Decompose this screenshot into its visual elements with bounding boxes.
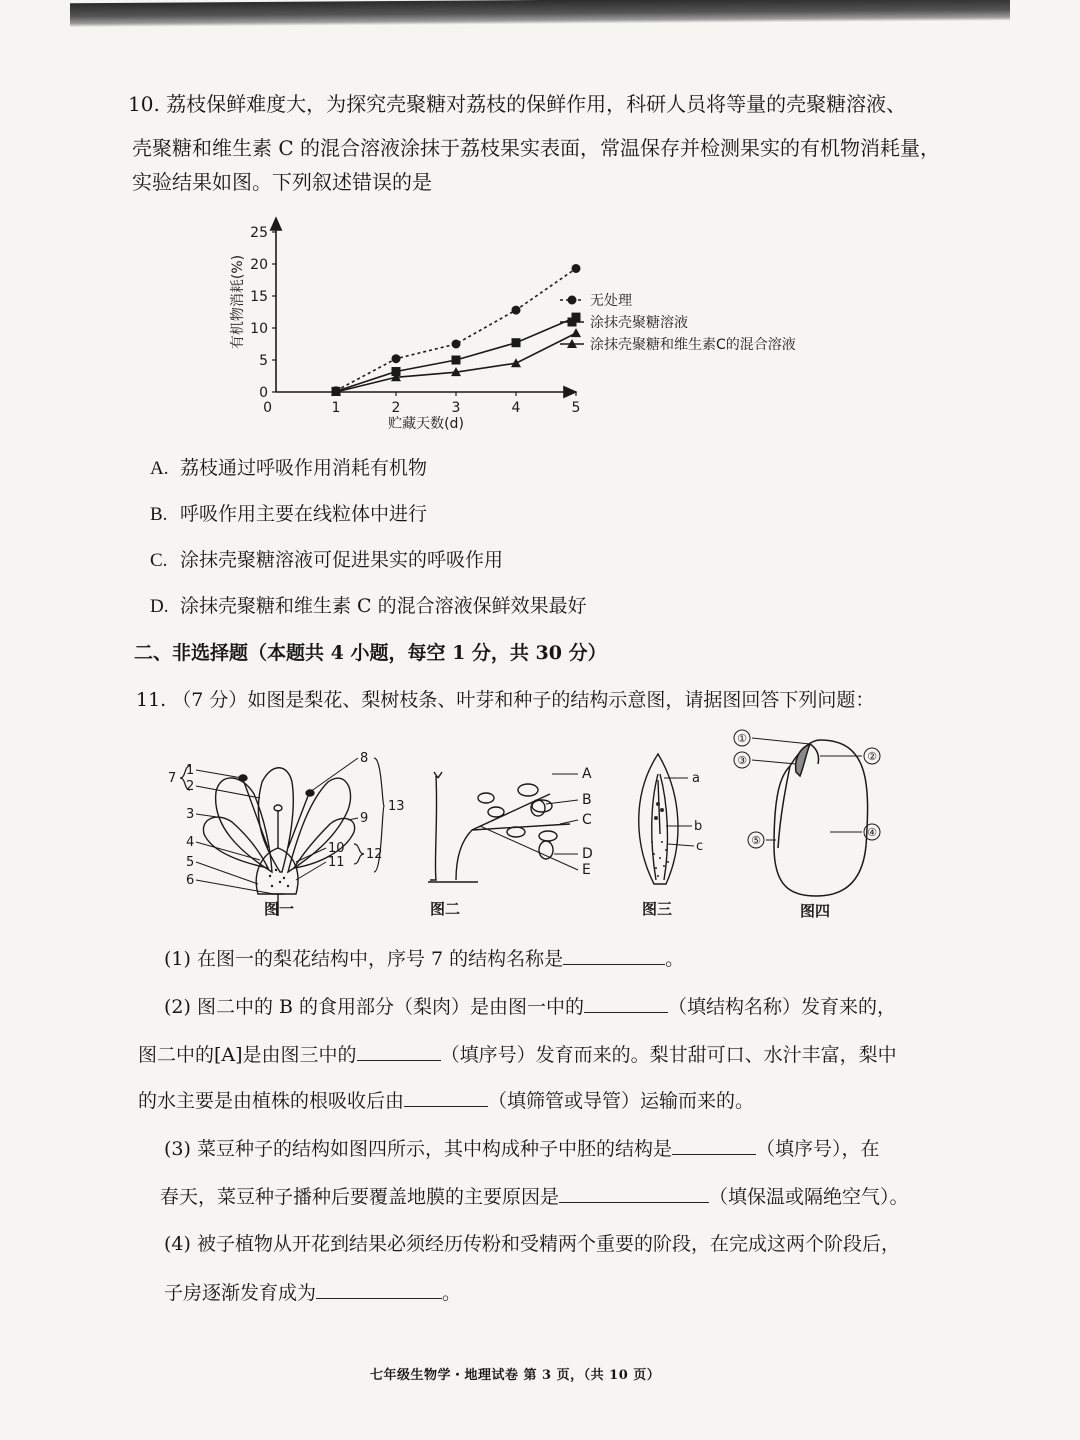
fig2-label-a: A bbox=[582, 766, 592, 782]
fig3-leader-lines bbox=[664, 778, 694, 846]
data-point-circle bbox=[568, 296, 577, 305]
fig1-label-13: 13 bbox=[388, 799, 405, 814]
fig1-label-6: 6 bbox=[186, 873, 195, 888]
y-tick-label: 15 bbox=[250, 289, 268, 305]
legend-label-3: 涂抹壳聚糖和维生素C的混合溶液 bbox=[590, 337, 796, 353]
fig1-label-9: 9 bbox=[360, 811, 369, 826]
chart-legend bbox=[560, 292, 796, 353]
sub4-text-b: 子房逐渐发育成为 bbox=[164, 1282, 317, 1304]
trunk-tip bbox=[434, 772, 442, 778]
page-footer: 七年级生物学・地理试卷 第 3 页，（共 10 页） bbox=[370, 1368, 661, 1383]
growth-cone bbox=[658, 780, 660, 834]
answer-blank-3[interactable] bbox=[357, 1042, 441, 1061]
fig2-leader-lines bbox=[480, 774, 578, 870]
data-point-square bbox=[452, 356, 461, 365]
answer-blank-7[interactable] bbox=[316, 1280, 442, 1299]
sub2-text-e: 的水主要是由植株的根吸收后由 bbox=[138, 1090, 405, 1112]
leaf-3 bbox=[478, 793, 494, 803]
fig1-label-1: 1 bbox=[186, 763, 195, 778]
x-tick-group bbox=[263, 392, 580, 416]
answer-blank-2[interactable] bbox=[584, 994, 668, 1013]
fig1-label-3: 3 bbox=[186, 807, 195, 822]
answer-blank-1[interactable] bbox=[563, 946, 665, 965]
data-point-circle bbox=[452, 340, 461, 349]
option-label: C. bbox=[150, 550, 168, 571]
data-point-circle bbox=[512, 306, 521, 315]
figure-1-pear-flower bbox=[160, 744, 410, 924]
fig1-label-2: 2 bbox=[186, 779, 195, 794]
q11-sub2-line2 bbox=[138, 1042, 897, 1067]
option-label: A. bbox=[150, 458, 169, 479]
q11-sub4-line2 bbox=[164, 1280, 461, 1305]
fig1-label-11: 11 bbox=[328, 855, 345, 870]
seed-inner-line bbox=[778, 766, 790, 848]
q11-sub3-line2 bbox=[160, 1184, 909, 1209]
scan-shadow-band bbox=[70, 0, 1010, 27]
y-tick-label: 5 bbox=[259, 353, 268, 369]
fig4-label-5: ⑤ bbox=[751, 834, 761, 847]
sub4-text-c: 。 bbox=[442, 1282, 462, 1304]
data-point-triangle bbox=[571, 328, 581, 337]
data-point-square bbox=[512, 338, 521, 347]
fig1-label-4: 4 bbox=[186, 835, 195, 850]
bud-inner-left bbox=[652, 774, 658, 880]
fig2-label-c: C bbox=[582, 812, 592, 828]
fig3-label-b: b bbox=[694, 819, 703, 834]
fig4-label-2: ② bbox=[867, 750, 877, 763]
series-group bbox=[331, 264, 581, 396]
radicle-2 bbox=[810, 744, 819, 764]
sub2-text-a: (2) 图二中的 B 的食用部分（梨肉）是由图一中的 bbox=[164, 996, 584, 1018]
fig4-label-4: ④ bbox=[867, 826, 877, 839]
answer-blank-4[interactable] bbox=[404, 1088, 488, 1107]
sub3-text-c: 春天，菜豆种子播种后要覆盖地膜的主要原因是 bbox=[160, 1186, 560, 1208]
fig4-label-3: ③ bbox=[737, 754, 747, 767]
y-tick-group bbox=[250, 225, 276, 401]
figure-4-bean-seed bbox=[730, 726, 900, 924]
data-point-circle bbox=[392, 354, 401, 363]
figure-2-pear-branch bbox=[420, 760, 620, 924]
answer-blank-6[interactable] bbox=[559, 1184, 709, 1203]
x-axis-label: 贮藏天数(d) bbox=[388, 416, 464, 432]
fig2-label-d: D bbox=[582, 846, 593, 862]
option-label: B. bbox=[150, 504, 168, 525]
q11-intro-text: （7 分）如图是梨花、梨树枝条、叶芽和种子的结构示意图，请据图回答下列问题： bbox=[172, 689, 875, 711]
q10-text-line1: 荔枝保鲜难度大，为探究壳聚糖对荔枝的保鲜作用，科研人员将等量的壳聚糖溶液、 bbox=[166, 92, 907, 116]
leaf-6 bbox=[539, 831, 557, 841]
y-tick-label: 25 bbox=[250, 225, 268, 241]
fig1-label-12: 12 bbox=[366, 847, 383, 862]
fig3-label-a: a bbox=[692, 771, 700, 786]
sub1-text: (1) 在图一的梨花结构中，序号 7 的结构名称是 bbox=[164, 948, 564, 970]
bud-inner-right bbox=[660, 774, 667, 880]
fig1-label-10: 10 bbox=[328, 841, 345, 856]
anther-2 bbox=[306, 790, 314, 796]
sub2-text-f: （填筛管或导管）运输而来的。 bbox=[488, 1090, 755, 1112]
y-tick-label: 0 bbox=[259, 385, 268, 401]
trunk-left bbox=[430, 776, 437, 880]
legend-label-1: 无处理 bbox=[590, 293, 632, 309]
section-title: 二、非选择题（本题共 4 小题，每空 1 分，共 30 分） bbox=[134, 642, 607, 664]
x-tick-label: 5 bbox=[571, 400, 581, 416]
trunk-right-branch bbox=[456, 794, 550, 880]
q11-sub2-line1 bbox=[164, 994, 896, 1019]
sub2-text-c: 图二中的[A]是由图三中的 bbox=[138, 1044, 357, 1066]
x-tick-label: 3 bbox=[451, 400, 461, 416]
y-tick-label: 20 bbox=[250, 257, 268, 273]
q10-option-d bbox=[150, 594, 587, 619]
fig3-caption: 图三 bbox=[642, 900, 673, 918]
sub1-end: 。 bbox=[665, 948, 685, 970]
line-chart bbox=[220, 210, 860, 450]
q10-option-c bbox=[150, 548, 503, 573]
q11-intro bbox=[136, 688, 874, 712]
leaf-5 bbox=[507, 827, 525, 837]
x-tick-label: 2 bbox=[391, 400, 401, 416]
q10-option-b bbox=[150, 502, 427, 527]
fig1-label-8: 8 bbox=[360, 751, 369, 766]
receptacle-ovary bbox=[256, 848, 298, 894]
fig1-label-5: 5 bbox=[186, 855, 195, 870]
y-axis-label: 有机物消耗(%) bbox=[230, 254, 246, 350]
bracket-12 bbox=[354, 844, 364, 864]
option-text: 涂抹壳聚糖和维生素 C 的混合溶液保鲜效果最好 bbox=[180, 595, 587, 617]
fig1-label-7: 7 bbox=[168, 771, 177, 786]
sub3-text-a: (3) 菜豆种子的结构如图四所示，其中构成种子中胚的结构是 bbox=[164, 1138, 672, 1160]
series-line-2 bbox=[336, 317, 576, 391]
option-text: 荔枝通过呼吸作用消耗有机物 bbox=[180, 457, 428, 479]
fig3-label-c: c bbox=[696, 839, 704, 854]
sub3-text-b: （填序号），在 bbox=[755, 1138, 880, 1160]
data-point-square bbox=[568, 318, 577, 327]
sub2-text-d: （填序号）发育而来的。梨甘甜可口、水汁丰富，梨中 bbox=[440, 1044, 897, 1066]
option-text: 涂抹壳聚糖溶液可促进果实的呼吸作用 bbox=[180, 549, 504, 571]
q10-number: 10. bbox=[128, 92, 160, 116]
bud-outline bbox=[639, 754, 678, 884]
q10-option-a bbox=[150, 456, 427, 481]
fig1-caption: 图一 bbox=[264, 900, 295, 918]
fig2-label-b: B bbox=[582, 792, 592, 808]
data-point-circle bbox=[572, 264, 581, 273]
figure-3-leaf-bud bbox=[624, 744, 724, 924]
option-text: 呼吸作用主要在线粒体中进行 bbox=[180, 503, 428, 525]
q10-line1 bbox=[128, 92, 906, 116]
x-tick-label: 4 bbox=[511, 400, 521, 416]
leaf-4 bbox=[488, 807, 504, 817]
q11-sub2-line3 bbox=[138, 1088, 754, 1113]
q10-text-line2: 壳聚糖和维生素 C 的混合溶液涂抹于荔枝果实表面，常温保存并检测果实的有机物消耗量， bbox=[132, 136, 941, 160]
answer-blank-5[interactable] bbox=[672, 1136, 756, 1155]
q11-number: 11. bbox=[136, 689, 167, 711]
x-tick-label: 0 bbox=[263, 400, 272, 416]
leaf-1 bbox=[518, 784, 538, 796]
q11-sub4-line1: (4) 被子植物从开花到结果必须经历传粉和受精两个重要的阶段，在完成这两个阶段后， bbox=[164, 1233, 900, 1255]
fig2-label-e: E bbox=[582, 862, 591, 878]
fig2-caption: 图二 bbox=[430, 900, 461, 918]
sub3-text-d: （填保温或隔绝空气）。 bbox=[709, 1186, 909, 1208]
fig4-label-1: ① bbox=[737, 732, 747, 745]
data-point-triangle bbox=[511, 358, 521, 367]
plumule-3 bbox=[796, 744, 810, 776]
fig4-caption: 图四 bbox=[800, 902, 831, 920]
x-tick-label: 1 bbox=[331, 400, 341, 416]
legend-label-2: 涂抹壳聚糖溶液 bbox=[590, 315, 688, 331]
q11-sub1 bbox=[164, 946, 684, 971]
y-tick-label: 10 bbox=[250, 321, 268, 337]
pear-fruit-d bbox=[539, 841, 553, 859]
q11-sub3-line1 bbox=[164, 1136, 879, 1161]
sub2-text-b: （填结构名称）发育来的， bbox=[668, 996, 897, 1018]
option-label: D. bbox=[150, 596, 169, 617]
q10-text-line3: 实验结果如图。下列叙述错误的是 bbox=[132, 170, 432, 194]
